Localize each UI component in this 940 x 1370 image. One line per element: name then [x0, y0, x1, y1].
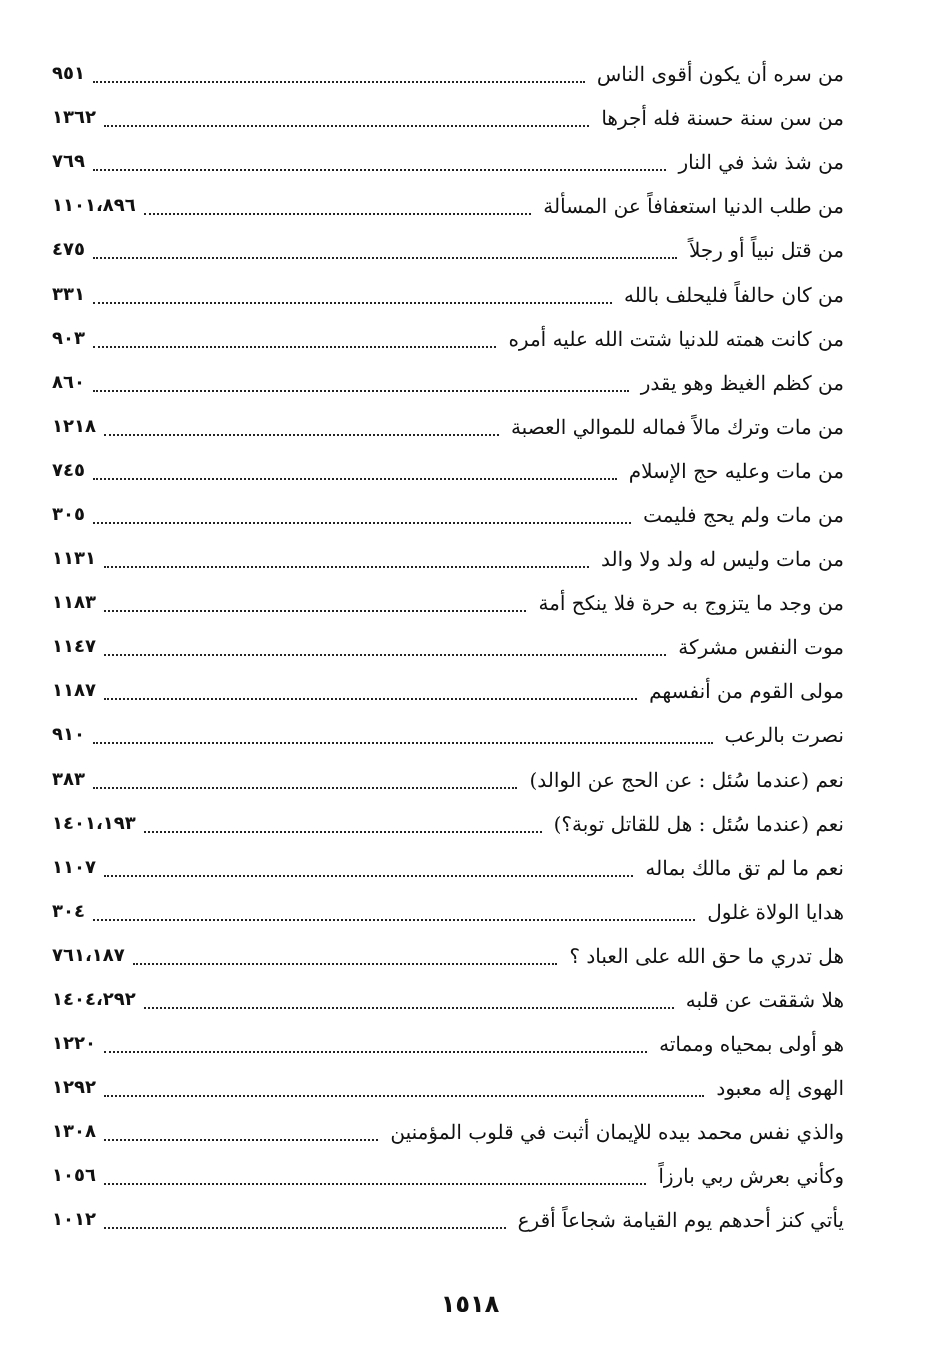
entry-page-ref: ١٣٦٢ [52, 107, 96, 129]
entry-text: هو أولى بمحياه ومماته [659, 1032, 844, 1057]
entry-text: هل تدري ما حق الله على العباد ؟ [569, 943, 844, 968]
dot-leader [104, 1225, 506, 1229]
index-entry [52, 1198, 844, 1242]
entry-page-ref: ١٢١٨ [52, 415, 96, 437]
index-entry [52, 846, 844, 890]
entry-page-ref: ٩١٠ [52, 724, 85, 746]
dot-leader [93, 167, 666, 171]
entry-page-ref: ٩٠٣ [52, 327, 85, 349]
index-entry [52, 978, 844, 1022]
index-entry [52, 317, 844, 361]
dot-leader [93, 785, 518, 789]
index-entry [52, 758, 844, 802]
dot-leader [144, 829, 542, 833]
dot-leader [93, 740, 713, 744]
entry-page-ref: ٧٤٥ [52, 459, 85, 481]
dot-leader [93, 520, 631, 524]
dot-leader [93, 388, 629, 392]
index-entry [52, 1066, 844, 1110]
dot-leader [93, 917, 695, 921]
entry-text: نصرت بالرعب [724, 723, 844, 748]
entry-text: من طلب الدنيا استعفافاً عن المسألة [543, 194, 844, 219]
entry-text: من مات ولم يحج فليمت [643, 502, 844, 527]
index-entry [52, 361, 844, 405]
entry-page-ref: ١١٠٧ [52, 856, 96, 878]
entry-page-ref: ١٠٥٦ [52, 1165, 96, 1187]
dot-leader [104, 1093, 704, 1097]
entry-text: نعم (عندما سُئل : هل للقاتل توبة؟) [553, 811, 844, 836]
index-entry [52, 1154, 844, 1198]
dot-leader [104, 123, 589, 127]
dot-leader [104, 652, 666, 656]
dot-leader [93, 476, 617, 480]
entry-page-ref: ٣٣١ [52, 283, 85, 305]
dot-leader [104, 432, 499, 436]
index-entry [52, 669, 844, 713]
dot-leader [104, 564, 589, 568]
index-entry [52, 934, 844, 978]
index-entry [52, 537, 844, 581]
entry-page-ref: ١١٨٣ [52, 592, 96, 614]
entry-text: هدايا الولاة غلول [707, 899, 844, 924]
dot-leader [93, 344, 496, 348]
index-entry [52, 405, 844, 449]
entry-text: من شذ شذ في النار [678, 150, 844, 175]
entry-page-ref: ١١٠١،٨٩٦ [52, 195, 136, 217]
page-number: ١٥١٨ [440, 1290, 500, 1318]
entry-page-ref: ٨٦٠ [52, 371, 85, 393]
index-entry [52, 713, 844, 757]
dot-leader [133, 961, 558, 965]
index-entry [52, 52, 844, 96]
index-entry [52, 625, 844, 669]
dot-leader [104, 1181, 646, 1185]
entry-page-ref: ١١٣١ [52, 548, 96, 570]
dot-leader [93, 300, 612, 304]
entry-text: والذي نفس محمد بيده للإيمان أثبت في قلوب المؤمنين [390, 1120, 844, 1145]
entry-page-ref: ٧٦٩ [52, 151, 85, 173]
entry-page-ref: ٣٠٤ [52, 900, 85, 922]
dot-leader [144, 1005, 674, 1009]
dot-leader [93, 255, 677, 259]
entry-page-ref: ١١٨٧ [52, 680, 96, 702]
entry-text: من كان حالفاً فليحلف بالله [624, 282, 844, 307]
entry-page-ref: ١٢٢٠ [52, 1033, 96, 1055]
entry-text: من كظم الغيظ وهو يقدر [640, 370, 844, 395]
entry-text: يأتي كنز أحدهم يوم القيامة شجاعاً أقرع [517, 1208, 844, 1233]
entry-text: من وجد ما يتزوج به حرة فلا ينكح أمة [538, 591, 844, 616]
index-entry [52, 96, 844, 140]
entry-text: وكأني بعرش ربي بارزاً [658, 1164, 844, 1189]
entry-text: من سره أن يكون أقوى الناس [596, 62, 844, 87]
dot-leader [104, 696, 637, 700]
entry-text: الهوى إله معبود [716, 1076, 844, 1101]
dot-leader [104, 873, 633, 877]
entry-text: مولى القوم من أنفسهم [649, 679, 844, 704]
index-entry [52, 140, 844, 184]
entry-text: نعم (عندما سُئل : عن الحج عن الوالد) [529, 767, 844, 792]
entry-page-ref: ٣٠٥ [52, 503, 85, 525]
hadith-index-list [52, 52, 844, 1243]
index-entry [52, 449, 844, 493]
entry-text: موت النفس مشركة [678, 635, 844, 660]
entry-text: من سن سنة حسنة فله أجرها [601, 106, 844, 131]
entry-page-ref: ١٠١٢ [52, 1209, 96, 1231]
entry-text: نعم ما لم تق مالك بماله [645, 855, 844, 880]
entry-page-ref: ١١٤٧ [52, 636, 96, 658]
dot-leader [144, 211, 532, 215]
index-entry [52, 493, 844, 537]
entry-page-ref: ١٢٩٢ [52, 1077, 96, 1099]
entry-text: من مات وليس له ولد ولا والد [601, 547, 844, 572]
dot-leader [104, 608, 527, 612]
entry-page-ref: ٤٧٥ [52, 239, 85, 261]
entry-text: هلا شققت عن قلبه [685, 988, 844, 1013]
entry-text: من مات وعليه حج الإسلام [628, 458, 844, 483]
index-entry [52, 184, 844, 228]
entry-text: من قتل نبياً أو رجلاً [688, 238, 844, 263]
entry-text: من مات وترك مالاً فماله للموالي العصبة [510, 414, 844, 439]
entry-page-ref: ٧٦١،١٨٧ [52, 944, 125, 966]
index-entry [52, 802, 844, 846]
dot-leader [104, 1049, 647, 1053]
entry-page-ref: ١٣٠٨ [52, 1121, 96, 1143]
index-entry [52, 1022, 844, 1066]
entry-text: من كانت همته للدنيا شتت الله عليه أمره [508, 326, 844, 351]
index-entry [52, 228, 844, 272]
index-entry [52, 890, 844, 934]
index-entry [52, 1110, 844, 1154]
entry-page-ref: ١٤٠٤،٢٩٢ [52, 989, 136, 1011]
entry-page-ref: ١٤٠١،١٩٣ [52, 812, 136, 834]
dot-leader [104, 1137, 378, 1141]
entry-page-ref: ٣٨٣ [52, 768, 85, 790]
index-entry [52, 581, 844, 625]
dot-leader [93, 79, 585, 83]
entry-page-ref: ٩٥١ [52, 63, 85, 85]
index-entry [52, 272, 844, 316]
